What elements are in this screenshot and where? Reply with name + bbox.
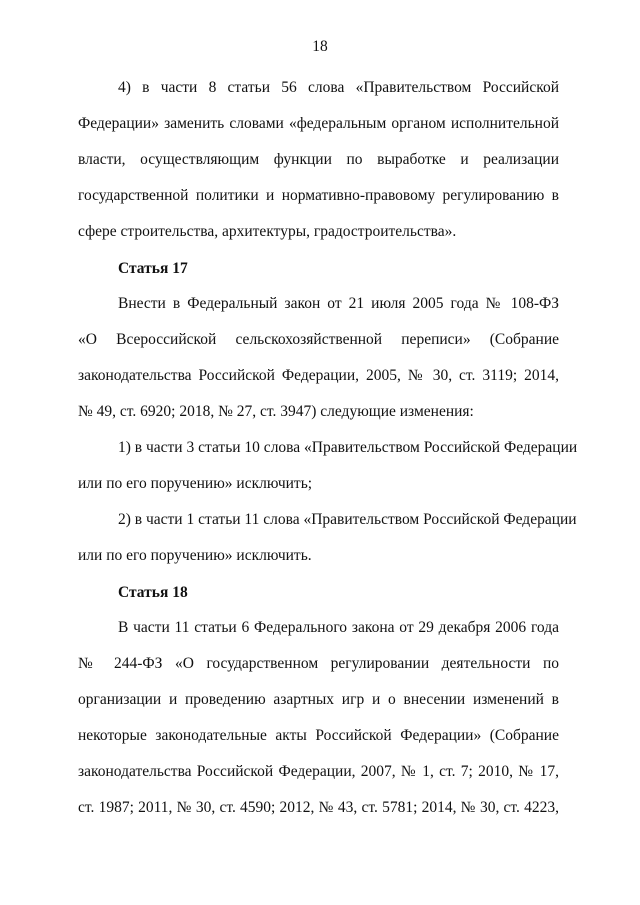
paragraph-line: или по его поручению» исключить;	[78, 475, 313, 492]
paragraph-line: законодательства Российской Федерации, 2005, № 30, ст. 3119; 2014,	[78, 367, 559, 384]
paragraph-line: ст. 1987; 2011, № 30, ст. 4590; 2012, № 43, ст. 5781; 2014, № 30, ст. 4223,	[78, 799, 559, 816]
paragraph-line: 1) в части 3 статьи 10 слова «Правительством Российской Федерации	[118, 439, 578, 456]
paragraph-line: законодательства Российской Федерации, 2007, № 1, ст. 7; 2010, № 17,	[78, 763, 559, 780]
paragraph-line: Внести в Федеральный закон от 21 июля 2005 года № 108-ФЗ	[118, 295, 559, 312]
article-heading: Статья 17	[118, 260, 188, 277]
paragraph-line: 2) в части 1 статьи 11 слова «Правительством Российской Федерации	[118, 511, 577, 528]
paragraph-line: «О Всероссийской сельскохозяйственной переписи» (Собрание	[78, 331, 559, 348]
paragraph-line: Федерации» заменить словами «федеральным органом исполнительной	[78, 115, 559, 132]
paragraph-line: некоторые законодательные акты Российской Федерации» (Собрание	[78, 727, 559, 744]
paragraph-line: № 244-ФЗ «О государственном регулировании деятельности по	[78, 655, 559, 672]
paragraph-line: власти, осуществляющим функции по выработке и реализации	[78, 151, 559, 168]
paragraph-line: государственной политики и нормативно-правовому регулированию в	[78, 187, 559, 204]
paragraph-line: сфере строительства, архитектуры, градостроительства».	[78, 223, 457, 240]
paragraph-line: В части 11 статьи 6 Федерального закона от 29 декабря 2006 года	[118, 619, 559, 636]
paragraph-line: 4) в части 8 статьи 56 слова «Правительством Российской	[118, 79, 559, 96]
paragraph-line: или по его поручению» исключить.	[78, 547, 312, 564]
paragraph-line: организации и проведению азартных игр и о внесении изменений в	[78, 691, 559, 708]
article-heading: Статья 18	[118, 584, 188, 601]
page-number: 18	[312, 38, 328, 55]
paragraph-line: № 49, ст. 6920; 2018, № 27, ст. 3947) следующие изменения:	[78, 403, 474, 420]
